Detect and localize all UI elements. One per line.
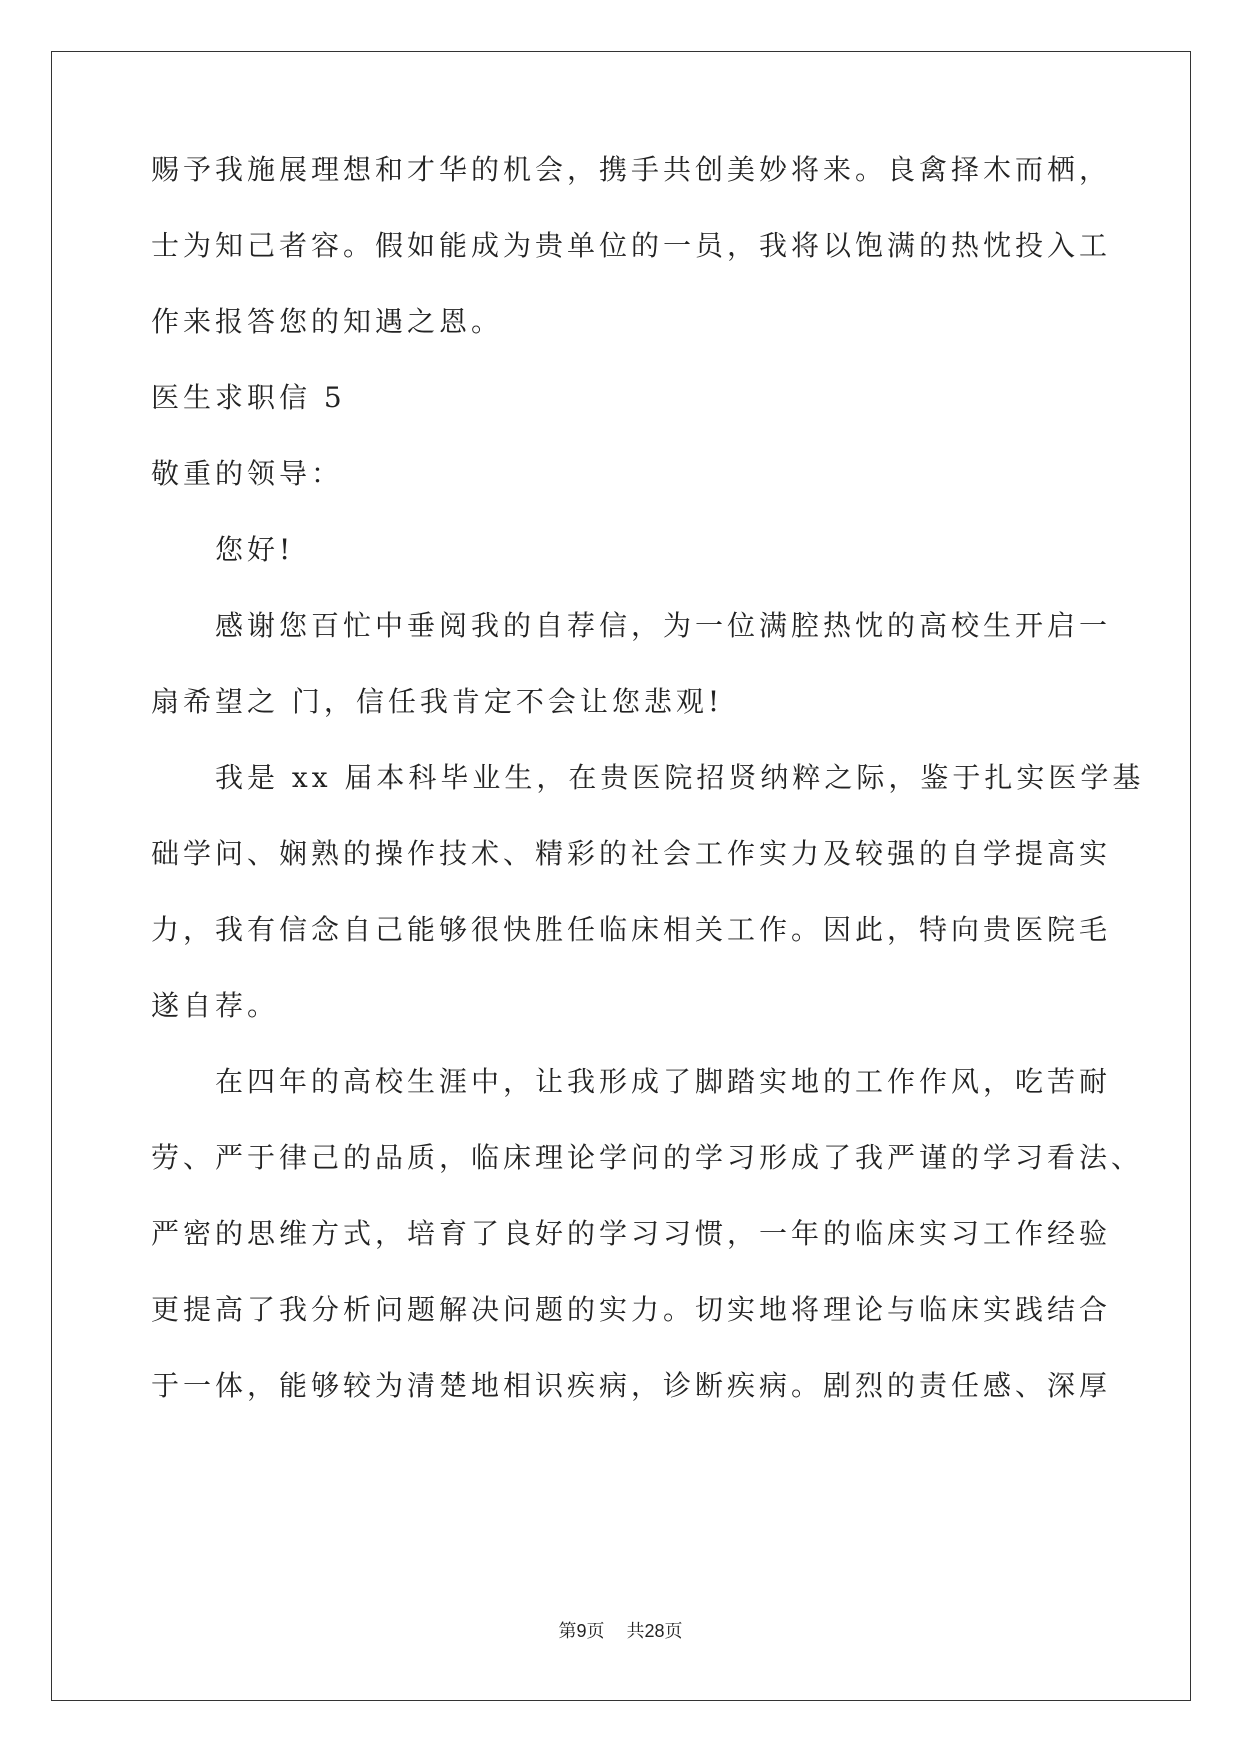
body-line: 作来报答您的知遇之恩。 — [151, 305, 504, 338]
body-line: 赐予我施展理想和才华的机会，携手共创美妙将来。良禽择木而栖， — [151, 153, 1112, 186]
body-line: 力，我有信念自己能够很快胜任临床相关工作。因此，特向贵医院毛 — [151, 913, 1112, 946]
page-footer — [0, 1620, 1241, 1643]
page-total: 28 — [644, 1621, 665, 1641]
total-suffix: 页 — [664, 1621, 683, 1642]
body-line: 在四年的高校生涯中，让我形成了脚踏实地的工作作风，吃苦耐 — [215, 1065, 1112, 1098]
page-suffix: 页 — [586, 1621, 605, 1642]
body-line: 感谢您百忙中垂阅我的自荐信，为一位满腔热忱的高校生开启一 — [215, 609, 1112, 642]
salutation: 敬重的领导： — [151, 457, 344, 490]
total-prefix: 共 — [626, 1621, 645, 1642]
page-border — [51, 51, 1191, 1701]
section-heading: 医生求职信 5 — [151, 381, 346, 414]
body-line: 础学问、娴熟的操作技术、精彩的社会工作实力及较强的自学提高实 — [151, 837, 1112, 870]
body-line: 扇希望之 门，信任我肯定不会让您悲观! — [151, 685, 724, 718]
body-line: 遂自荐。 — [151, 989, 280, 1022]
body-line: 于一体，能够较为清楚地相识疾病，诊断疾病。剧烈的责任感、深厚 — [151, 1369, 1112, 1402]
body-line: 我是 xx 届本科毕业生，在贵医院招贤纳粹之际，鉴于扎实医学基 — [215, 761, 1145, 794]
page-number: 9 — [576, 1621, 587, 1641]
body-line: 更提高了我分析问题解决问题的实力。切实地将理论与临床实践结合 — [151, 1293, 1112, 1326]
greeting: 您好! — [215, 533, 295, 566]
body-line: 严密的思维方式，培育了良好的学习习惯，一年的临床实习工作经验 — [151, 1217, 1112, 1250]
body-line: 劳、严于律己的品质，临床理论学问的学习形成了我严谨的学习看法、 — [151, 1141, 1144, 1174]
body-line: 士为知己者容。假如能成为贵单位的一员，我将以饱满的热忱投入工 — [151, 229, 1112, 262]
page-prefix: 第 — [558, 1621, 577, 1642]
